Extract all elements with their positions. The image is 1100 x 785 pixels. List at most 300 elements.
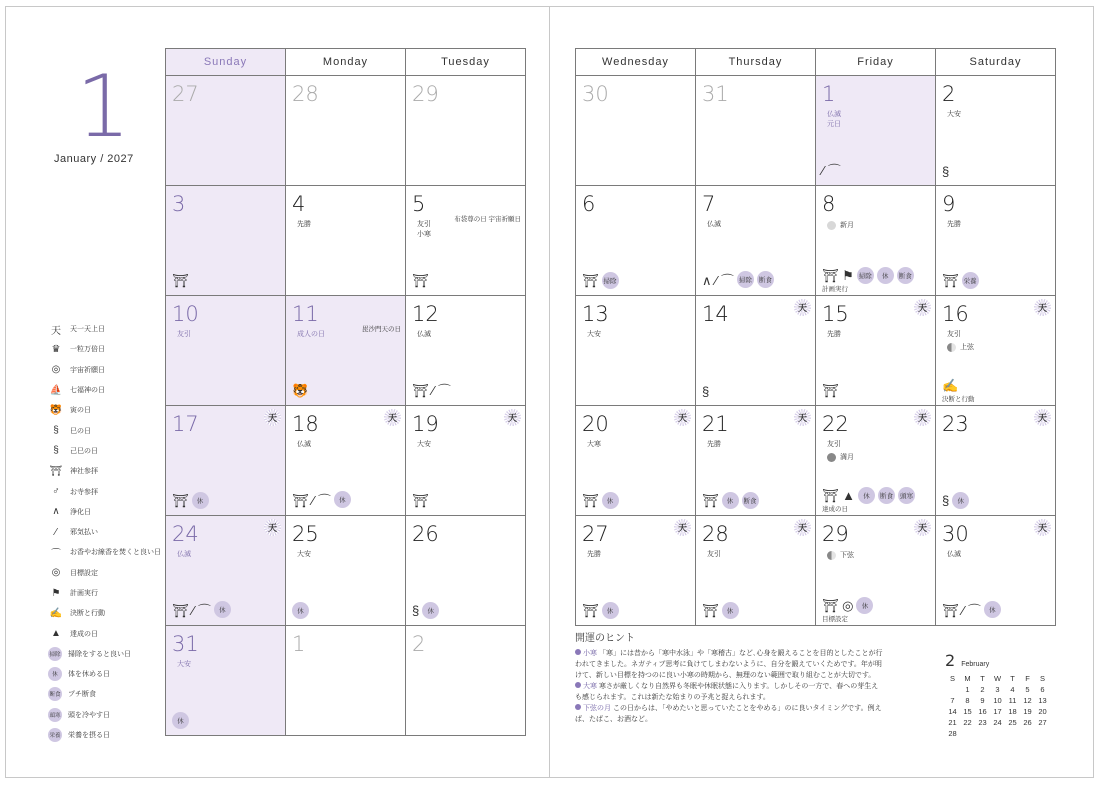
day-number: 27	[172, 82, 199, 106]
mini-day	[960, 729, 975, 740]
mini-day: 10	[993, 696, 1002, 705]
activity-badge: 掃除	[602, 272, 619, 289]
legend-item	[48, 441, 166, 461]
legend-item	[48, 644, 166, 664]
day-note: 先勝	[827, 331, 841, 338]
activity-badge: 掃除	[857, 267, 874, 284]
day-number: 29	[412, 82, 439, 106]
tenichi-icon: 天	[914, 409, 931, 426]
week-row	[576, 76, 1056, 186]
day-number: 29	[822, 522, 849, 546]
fortune-icons: 🐯	[292, 383, 309, 398]
fortune-icons: ⛩	[412, 273, 429, 288]
day-icons	[942, 378, 958, 394]
moon-phase	[827, 550, 854, 560]
fortune-icons: ⛩	[702, 492, 719, 508]
mini-week-row	[945, 718, 1075, 729]
day-icons	[822, 160, 841, 179]
week-row	[576, 296, 1056, 406]
legend-item	[48, 400, 166, 420]
tenichi-icon: 天	[264, 409, 281, 426]
day-cell[interactable]	[406, 296, 526, 406]
mini-day	[1035, 729, 1050, 740]
day-icons	[942, 164, 949, 179]
day-cell[interactable]	[286, 296, 406, 406]
day-icons	[172, 492, 209, 509]
day-icons	[412, 493, 429, 509]
day-cell[interactable]	[166, 516, 286, 626]
week-row	[166, 296, 526, 406]
day-icons	[942, 272, 979, 289]
fortune-icons: §	[942, 164, 950, 179]
day-icons	[412, 273, 429, 289]
legend-symbol-icon: ✍	[49, 607, 63, 619]
legend-label: 頭を冷やす日	[68, 711, 110, 719]
hint-term: 大寒	[583, 683, 597, 690]
day-number: 25	[292, 522, 319, 546]
legend-item	[48, 542, 166, 562]
activity-badge: 休	[722, 602, 739, 619]
day-note: 仏滅	[417, 331, 431, 338]
day-number: 18	[292, 412, 319, 436]
day-note: 先勝	[587, 551, 601, 558]
legend-label: 宇宙祈願日	[70, 366, 105, 374]
day-cell[interactable]	[936, 296, 1056, 406]
mini-week-row	[945, 696, 1075, 707]
mini-day: 4	[1010, 685, 1015, 694]
day-cell[interactable]	[576, 516, 696, 626]
day-note: 仏滅	[297, 441, 311, 448]
mini-day: 17	[993, 707, 1002, 716]
legend-label: 目標設定	[70, 569, 98, 577]
activity-badge: 休	[856, 597, 873, 614]
day-cell[interactable]	[816, 516, 936, 626]
mini-day: 23	[978, 718, 987, 727]
weekday-header: Friday	[816, 49, 936, 76]
mini-day: 18	[1008, 707, 1017, 716]
day-number: 23	[942, 412, 969, 436]
day-number: 1	[822, 82, 836, 106]
legend-label: 計画実行	[70, 590, 98, 597]
day-note: 先勝	[947, 221, 961, 228]
day-cell[interactable]	[696, 296, 816, 406]
day-cell[interactable]	[576, 76, 696, 186]
bullet-icon	[575, 682, 581, 688]
legend-symbol-icon: ⌒	[51, 548, 61, 560]
day-icons	[822, 487, 915, 504]
day-number: 11	[292, 302, 319, 326]
weekday-header: Thursday	[696, 49, 816, 76]
moon-phase-label: 新月	[840, 222, 854, 229]
activity-badge: 休	[334, 491, 351, 508]
activity-badge: 掃除	[737, 271, 754, 288]
day-note: 友引	[177, 331, 191, 338]
week-row	[576, 406, 1056, 516]
legend-label: 寅の日	[70, 407, 91, 415]
day-note: 仏滅	[947, 551, 961, 558]
week-row	[166, 406, 526, 516]
legend-symbol-icon: ♂	[52, 486, 60, 498]
mini-day	[1020, 729, 1035, 740]
weekday-header-row	[166, 49, 526, 76]
tenichi-icon: 天	[914, 519, 931, 536]
legend-label: 己巳の日	[70, 447, 98, 455]
day-cell[interactable]	[286, 626, 406, 736]
fortune-icons: ∧ ⁄ ⌒	[702, 273, 734, 288]
day-cell[interactable]	[816, 76, 936, 186]
day-cell[interactable]	[286, 76, 406, 186]
tenichi-icon: 天	[1034, 299, 1051, 316]
mini-day: 20	[1038, 707, 1047, 716]
day-number: 27	[582, 522, 609, 546]
day-cell[interactable]	[406, 76, 526, 186]
activity-badge: 休	[292, 602, 309, 619]
legend-symbol-icon: ⚑	[51, 587, 61, 599]
day-icons	[172, 273, 189, 289]
moon-icon	[827, 551, 836, 560]
legend-item	[48, 705, 166, 725]
day-cell[interactable]	[936, 516, 1056, 626]
day-icons	[822, 597, 873, 614]
tenichi-icon: 天	[674, 519, 691, 536]
tenichi-icon: 天	[794, 409, 811, 426]
fortune-icons: ⛩	[582, 492, 599, 508]
moon-icon	[827, 453, 836, 462]
bullet-icon	[575, 704, 581, 710]
moon-phase-label: 満月	[840, 454, 854, 461]
legend-item	[48, 339, 166, 359]
legend-item	[48, 420, 166, 440]
day-number: 13	[582, 302, 609, 326]
tenichi-icon: 天	[384, 409, 401, 426]
tenichi-icon: 天	[794, 299, 811, 316]
day-note: 仏滅	[177, 551, 191, 558]
day-number: 5	[412, 192, 426, 216]
day-number: 31	[172, 632, 199, 656]
day-cell[interactable]	[166, 296, 286, 406]
day-cell[interactable]	[576, 406, 696, 516]
activity-badge: 休	[722, 492, 739, 509]
legend-label: 決断と行動	[70, 610, 105, 618]
activity-badge: 栄養	[962, 272, 979, 289]
hint-item	[575, 703, 885, 725]
day-number: 16	[942, 302, 969, 326]
mini-weekday-row	[945, 674, 1075, 685]
activity-label: 決断と行動	[942, 396, 975, 403]
hint-item	[575, 648, 885, 681]
day-icons	[702, 270, 774, 289]
mini-day: 1	[965, 685, 970, 694]
legend-label: 巳の日	[70, 427, 91, 435]
mini-day: 3	[995, 685, 1000, 694]
legend-item	[48, 563, 166, 583]
day-cell[interactable]	[286, 406, 406, 516]
day-note: 大寒	[587, 441, 601, 448]
day-icons	[412, 602, 439, 619]
day-number: 30	[582, 82, 609, 106]
mini-weekday: F	[1025, 674, 1030, 683]
mini-weekday: W	[993, 674, 1002, 683]
mini-weekday: T	[980, 674, 985, 683]
icon-legend	[48, 319, 166, 745]
legend-label: 邪気払い	[70, 529, 98, 537]
fortune-hint	[575, 633, 885, 725]
fortune-icons: ✍	[942, 378, 959, 393]
tenichi-icon: 天	[914, 299, 931, 316]
day-icons	[292, 383, 308, 399]
fortune-icons: ⛩ ◎	[822, 597, 854, 613]
day-number: 24	[172, 522, 199, 546]
legend-item	[48, 360, 166, 380]
mini-day: 26	[1023, 718, 1032, 727]
day-note: 仏滅 元日	[827, 111, 841, 128]
day-cell[interactable]	[576, 296, 696, 406]
day-cell[interactable]	[696, 76, 816, 186]
fortune-icons: §	[942, 493, 950, 508]
day-number: 2	[412, 632, 426, 656]
day-cell[interactable]	[166, 626, 286, 736]
legend-item	[48, 461, 166, 481]
day-number: 7	[702, 192, 716, 216]
day-icons	[702, 602, 739, 619]
legend-label: 栄養を摂る日	[68, 732, 110, 740]
day-icons	[702, 384, 709, 399]
activity-badge: 休	[602, 492, 619, 509]
weekday-header: Sunday	[166, 49, 286, 76]
day-cell[interactable]	[696, 516, 816, 626]
week-row	[166, 626, 526, 736]
mini-day: 13	[1038, 696, 1047, 705]
moon-phase	[827, 452, 854, 462]
mini-week-row	[945, 707, 1075, 718]
day-cell[interactable]	[406, 186, 526, 296]
legend-label: 浄化日	[70, 508, 91, 516]
activity-badge: 断食	[897, 267, 914, 284]
day-number: 6	[582, 192, 596, 216]
day-cell[interactable]	[696, 406, 816, 516]
day-number: 8	[822, 192, 836, 216]
week-row	[166, 76, 526, 186]
activity-label: 目標設定	[822, 616, 848, 623]
fortune-icons: ⛩ ⁄ ⌒	[172, 603, 211, 618]
day-note: 先勝	[707, 441, 721, 448]
weekday-header-row	[576, 49, 1056, 76]
legend-symbol-icon: ◎	[51, 567, 61, 579]
tenichi-icon: 天	[794, 519, 811, 536]
fortune-icons: ⛩ ⚑	[822, 267, 854, 283]
fortune-icons: ⛩	[942, 272, 959, 288]
legend-symbol-icon: 頭寒	[48, 708, 62, 722]
legend-label: 七福神の日	[70, 387, 105, 395]
fortune-icons: ⛩ ▲	[822, 487, 855, 503]
legend-item	[48, 583, 166, 603]
day-icons	[942, 600, 1001, 619]
mini-day: 14	[948, 707, 957, 716]
activity-badge: 休	[214, 601, 231, 618]
mini-day: 11	[1008, 696, 1017, 705]
legend-symbol-icon: 掃除	[48, 647, 62, 661]
hint-text: 「寒」には昔から「寒中水泳」や「寒稽古」など､心身を鍛えることを目的としたことが行われてきました。ネガティブ思考に負けてしまわないように、自分を鍛えていくためです。年が明けて、新しい目標を持つのに良い小寒の時期から、無理のない範囲で取り組むことが大切です。	[575, 650, 883, 679]
activity-badge: 休	[952, 492, 969, 509]
legend-symbol-icon: 天	[51, 325, 61, 337]
mini-weekday: S	[949, 674, 955, 683]
day-number: 28	[292, 82, 319, 106]
mini-calendar-february	[945, 651, 1075, 740]
legend-label: プチ断食	[68, 691, 96, 699]
mini-weekday: S	[1039, 674, 1045, 683]
day-icons	[582, 602, 619, 619]
day-number: 20	[582, 412, 609, 436]
mini-day	[990, 729, 1005, 740]
day-cell[interactable]	[406, 626, 526, 736]
day-cell[interactable]	[936, 406, 1056, 516]
legend-symbol-icon: ⛵	[49, 384, 63, 396]
day-icons	[412, 380, 451, 399]
day-icons	[582, 272, 619, 289]
day-note: 友引 小寒	[417, 221, 431, 238]
day-number: 12	[412, 302, 439, 326]
day-number: 1	[292, 632, 306, 656]
day-number: 3	[172, 192, 186, 216]
fortune-icons: ⛩ ⁄ ⌒	[292, 493, 331, 508]
legend-symbol-icon: ⁄	[55, 526, 57, 538]
fortune-icons: ⁄ ⌒	[822, 163, 841, 178]
mini-month-name: February	[961, 661, 990, 668]
legend-symbol-icon: 断食	[48, 687, 62, 701]
tenichi-icon: 天	[1034, 409, 1051, 426]
day-cell[interactable]	[816, 296, 936, 406]
mini-month-number: 2	[945, 651, 956, 670]
legend-item	[48, 502, 166, 522]
day-note: 友引	[827, 441, 841, 448]
mini-day: 2	[980, 685, 985, 694]
day-note: 仏滅	[707, 221, 721, 228]
mini-day: 24	[993, 718, 1002, 727]
legend-label: 神社参拝	[70, 468, 98, 476]
weekday-header: Saturday	[936, 49, 1056, 76]
legend-symbol-icon: ⛩	[49, 465, 63, 477]
legend-symbol-icon: ▲	[51, 628, 61, 640]
hint-title: 開運のヒント	[575, 633, 635, 644]
weekday-header: Monday	[286, 49, 406, 76]
legend-symbol-icon: 休	[48, 667, 62, 681]
mini-day: 19	[1023, 707, 1032, 716]
day-cell[interactable]	[696, 186, 816, 296]
fortune-icons: ⛩	[702, 602, 719, 618]
mini-week-row	[945, 729, 1075, 740]
day-icons	[702, 492, 759, 509]
activity-badge: 断食	[742, 492, 759, 509]
month-number: 1	[76, 57, 129, 157]
mini-day: 27	[1038, 718, 1047, 727]
day-cell[interactable]	[286, 186, 406, 296]
day-note: 大安	[177, 661, 191, 668]
day-note: 先勝	[297, 221, 311, 228]
week-row	[576, 186, 1056, 296]
month-label: January / 2027	[54, 153, 134, 165]
day-cell[interactable]	[166, 76, 286, 186]
activity-badge: 休	[192, 492, 209, 509]
day-number: 21	[702, 412, 729, 436]
legend-symbol-icon: ∧	[52, 506, 60, 518]
day-number: 10	[172, 302, 199, 326]
mini-day: 9	[980, 696, 985, 705]
day-cell[interactable]	[406, 406, 526, 516]
hint-item	[575, 681, 885, 703]
activity-badge: 休	[172, 712, 189, 729]
activity-label: 計画実行	[822, 286, 848, 293]
day-cell[interactable]	[936, 186, 1056, 296]
mini-day	[975, 729, 990, 740]
legend-item	[48, 623, 166, 643]
day-cell[interactable]	[406, 516, 526, 626]
day-number: 28	[702, 522, 729, 546]
tenichi-icon: 天	[504, 409, 521, 426]
fortune-icons: ⛩	[582, 272, 599, 288]
fortune-icons: ⛩	[412, 493, 429, 508]
fortune-icons: §	[702, 384, 710, 399]
day-icons	[292, 602, 309, 619]
day-cell[interactable]	[936, 76, 1056, 186]
mini-day: 8	[965, 696, 970, 705]
day-number: 15	[822, 302, 849, 326]
day-cell[interactable]	[816, 406, 936, 516]
tenichi-icon: 天	[674, 409, 691, 426]
day-number: 2	[942, 82, 956, 106]
moon-phase	[947, 342, 974, 352]
mini-week-row	[945, 685, 1075, 696]
day-note: 友引	[947, 331, 961, 338]
day-cell[interactable]	[576, 186, 696, 296]
legend-label: 天一天上日	[70, 326, 105, 334]
legend-symbol-icon: §	[53, 445, 59, 457]
legend-item	[48, 664, 166, 684]
day-cell[interactable]	[166, 406, 286, 516]
week-row	[166, 186, 526, 296]
week-row	[166, 516, 526, 626]
moon-phase-label: 下弦	[840, 552, 854, 559]
day-number: 17	[172, 412, 199, 436]
legend-label: お香やお線香を焚くと良い日	[70, 549, 161, 557]
day-icons	[172, 712, 189, 729]
right-page	[549, 6, 1094, 778]
bullet-icon	[575, 649, 581, 655]
legend-label: お寺参拝	[70, 488, 98, 496]
day-number: 9	[942, 192, 956, 216]
legend-item	[48, 522, 166, 542]
day-number: 31	[702, 82, 729, 106]
legend-item	[48, 380, 166, 400]
calendar-grid-left	[165, 48, 526, 736]
day-icons	[822, 383, 839, 399]
day-cell[interactable]	[816, 186, 936, 296]
hint-text: この日からは、「やめたいと思っていたことをやめる」のに良いタイミングです。例えば、たばこ、お酒など。	[575, 705, 882, 723]
legend-item	[48, 603, 166, 623]
day-icons	[822, 267, 914, 284]
day-note: 大安	[587, 331, 601, 338]
mini-weekday: M	[964, 674, 971, 683]
legend-item	[48, 684, 166, 704]
moon-icon	[827, 221, 836, 230]
activity-badge: 頭寒	[898, 487, 915, 504]
activity-badge: 休	[602, 602, 619, 619]
fortune-icons: ⛩	[822, 383, 839, 398]
moon-phase	[827, 220, 854, 230]
fortune-icons: ⛩ ⁄ ⌒	[412, 383, 451, 398]
day-cell[interactable]	[286, 516, 406, 626]
day-cell[interactable]	[166, 186, 286, 296]
day-number: 4	[292, 192, 306, 216]
